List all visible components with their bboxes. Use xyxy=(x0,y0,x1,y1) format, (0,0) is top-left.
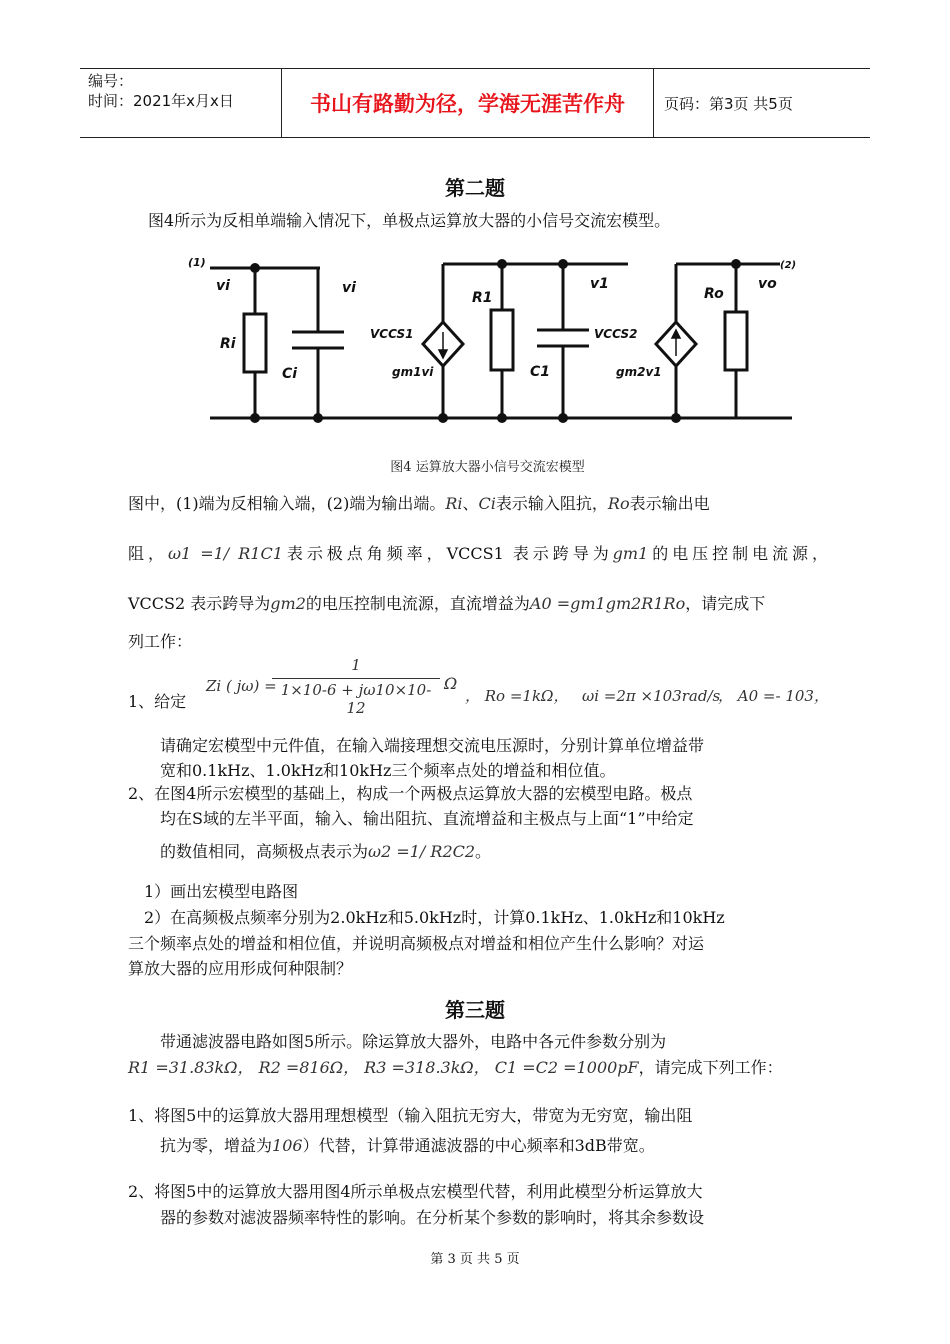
section2-para4: 列工作： xyxy=(128,632,193,651)
header-table xyxy=(80,68,870,138)
section3-item1-line1: 1、将图5中的运算放大器用理想模型（输入阻抗无穷大，带宽为无穷宽，输出阻 xyxy=(128,1106,693,1125)
label-node2: (2) xyxy=(780,260,797,271)
label-gm2v1: gm2v1 xyxy=(616,365,662,379)
header-page-info: 页码：第3页 共5页 xyxy=(664,94,793,113)
sub-item-2-line3: 算放大器的应用形成何种限制？ xyxy=(128,959,353,978)
label-ro: Ro xyxy=(704,286,724,302)
item1-label: 1、给定 xyxy=(128,692,187,711)
item1-ro: ， Ro =1kΩ， xyxy=(465,687,569,705)
item2-line3: 的数值相同，高频极点表示为ω2 =1/ R2C2。 xyxy=(160,842,492,861)
figure4-caption: 图4 运算放大器小信号交流宏模型 xyxy=(390,460,585,475)
label-ri: Ri xyxy=(220,336,236,352)
label-vccs2: VCCS2 xyxy=(594,327,638,341)
fraction-numerator: 1 xyxy=(351,656,361,674)
item2-line2: 均在S域的左半平面，输入、输出阻抗、直流增益和主极点与上面“1”中给定 xyxy=(160,809,694,828)
item2-line1: 2、在图4所示宏模型的基础上，构成一个两极点运算放大器的宏模型电路。极点 xyxy=(128,784,693,803)
sub-item-2-line2: 三个频率点处的增益和相位值，并说明高频极点对增益和相位产生什么影响？对运 xyxy=(128,934,705,953)
label-gm1vi: gm1vi xyxy=(392,365,434,379)
item1-wi: ωi =2π ×103rad/s xyxy=(582,687,721,705)
fraction-denominator: 1×10-6 + jω10×10-12 xyxy=(272,678,440,717)
section2-para1: 图中，(1)端为反相输入端，(2)端为输出端。Ri、Ci表示输入阻抗，Ro表示输出电 xyxy=(128,494,710,513)
section2-title: 第二题 xyxy=(445,176,505,200)
section3-line2: R1 =31.83kΩ， R2 =816Ω， R3 =318.3kΩ， C1 =C2 =1000pF，请完成下列工作： xyxy=(128,1058,783,1077)
label-vi-mid: vi xyxy=(342,280,356,296)
item1-a0: ， A0 =- 103， xyxy=(718,687,829,705)
header-left-cell xyxy=(80,69,282,137)
item1-ohm: Ω xyxy=(444,674,458,693)
section3-item2-line1: 2、将图5中的运算放大器用图4所示单极点宏模型代替，利用此模型分析运算放大 xyxy=(128,1182,703,1201)
label-ci: Ci xyxy=(282,366,298,382)
label-node1: (1) xyxy=(188,256,206,269)
label-r1: R1 xyxy=(472,290,493,306)
item1-fraction xyxy=(272,656,440,717)
time-label: 时间：2021年x月x日 xyxy=(88,92,234,110)
label-vo: vo xyxy=(758,276,777,292)
label-c1: C1 xyxy=(530,364,551,380)
section3-title: 第三题 xyxy=(445,998,505,1022)
section3-item2-line2: 器的参数对滤波器频率特性的影响。在分析某个参数的影响时，将其余参数设 xyxy=(160,1208,705,1227)
item1-line2: 请确定宏模型中元件值，在输入端接理想交流电压源时，分别计算单位增益带 xyxy=(160,736,705,755)
sub-item-2-line1: 2）在高频极点频率分别为2.0kHz和5.0kHz时，计算0.1kHz、1.0kHz和10kHz xyxy=(144,908,725,927)
header-motto: 书山有路勤为径，学海无涯苦作舟 xyxy=(282,69,654,137)
section2-para2: 阻，ω1 =1/ R1C1表示极点角频率，VCCS1 表示跨导为gm1的电压控制电流源， xyxy=(128,544,828,563)
item1-line3: 宽和0.1kHz、1.0kHz和10kHz三个频率点处的增益和相位值。 xyxy=(160,761,616,780)
item1-zi: Zi ( jω) = xyxy=(206,677,277,695)
page-footer: 第 3 页 共 5 页 xyxy=(430,1252,520,1267)
section2-para3: VCCS2 表示跨导为gm2的电压控制电流源，直流增益为A0 =gm1gm2R1Ro，请完成下 xyxy=(128,594,766,613)
circuit-diagram xyxy=(180,252,820,432)
serial-label: 编号： xyxy=(88,72,134,90)
section3-item1-line2: 抗为零，增益为106）代替，计算带通滤波器的中心频率和3dB带宽。 xyxy=(160,1136,655,1155)
label-vccs1: VCCS1 xyxy=(370,327,414,341)
label-vi-left: vi xyxy=(216,278,230,294)
label-v1: v1 xyxy=(590,276,609,292)
section3-line1: 带通滤波器电路如图5所示。除运算放大器外，电路中各元件参数分别为 xyxy=(160,1032,667,1051)
sub-item-1: 1）画出宏模型电路图 xyxy=(144,882,299,901)
section2-intro: 图4所示为反相单端输入情况下，单极点运算放大器的小信号交流宏模型。 xyxy=(148,211,671,230)
